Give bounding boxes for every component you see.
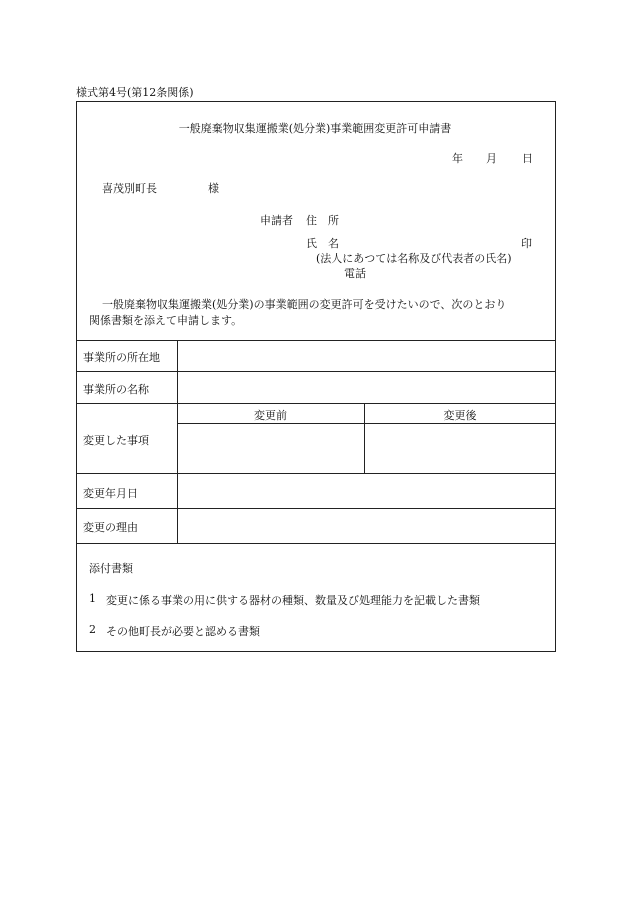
date-year: 年 — [452, 152, 463, 165]
body-text-line-2: 関係書類を添えて申請します。 — [89, 314, 243, 327]
applicant-address-label: 住 所 — [306, 214, 339, 227]
after-change-header: 変更後 — [443, 409, 477, 422]
body-text-line-1: 一般廃棄物収集運搬業(処分業)の事業範囲の変更許可を受けたいので、次のとおり — [102, 298, 507, 311]
label-column-divider — [177, 340, 178, 543]
before-change-header: 変更前 — [254, 409, 287, 422]
attachments-heading: 添付書類 — [89, 562, 133, 575]
row-divider-4 — [76, 508, 556, 509]
attachment-2-number: 2 — [89, 623, 96, 636]
applicant-name-label: 氏 名 — [306, 237, 339, 250]
row-divider-2 — [76, 403, 556, 404]
addressee-name: 喜茂別町長 — [102, 182, 157, 195]
date-day: 日 — [522, 152, 533, 165]
form-number: 様式第4号(第12条関係) — [76, 86, 194, 99]
attachment-1-text: 変更に係る事業の用に供する器材の種類、数量及び処理能力を記載した書類 — [106, 594, 480, 607]
applicant-label: 申請者 — [260, 214, 293, 227]
changed-items-label: 変更した事項 — [83, 434, 149, 447]
table-top-border — [76, 340, 556, 341]
office-name-label: 事業所の名称 — [83, 383, 149, 396]
change-date-label: 変更年月日 — [83, 487, 138, 500]
table-bottom-border — [76, 543, 556, 544]
attachment-2-text: その他町長が必要と認める書類 — [106, 625, 260, 638]
attachment-1-number: 1 — [89, 592, 96, 605]
date-month: 月 — [486, 152, 497, 165]
change-reason-label: 変更の理由 — [83, 521, 138, 534]
form-title: 一般廃棄物収集運搬業(処分業)事業範囲変更許可申請書 — [178, 122, 452, 135]
row-divider-1 — [76, 371, 556, 372]
row-divider-3 — [76, 473, 556, 474]
office-location-label: 事業所の所在地 — [83, 351, 160, 364]
corporation-note: (法人にあつては名称及び代表者の氏名) — [316, 252, 512, 265]
before-after-header-divider — [177, 423, 556, 424]
phone-label: 電話 — [344, 267, 366, 280]
addressee-honorific: 様 — [208, 182, 219, 195]
seal-mark: 印 — [521, 237, 532, 250]
